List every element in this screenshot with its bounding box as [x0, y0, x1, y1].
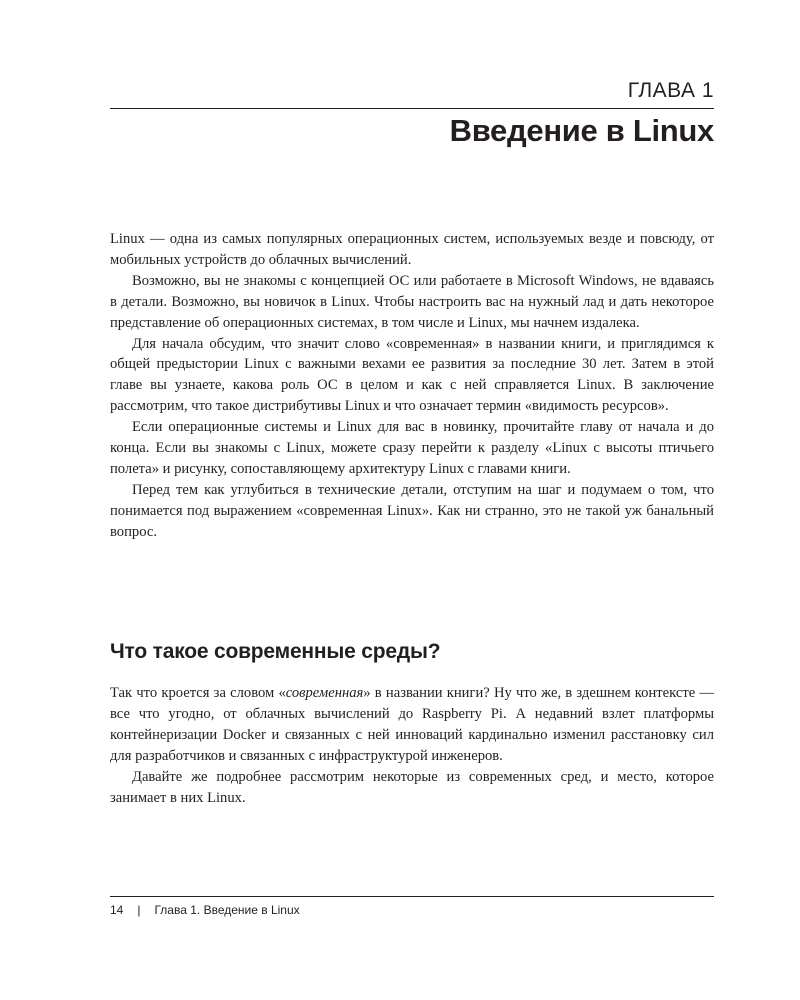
page-number: 14 — [110, 903, 124, 917]
paragraph-text: Так что кроется за словом « — [110, 685, 286, 701]
paragraph-text: » в названии книги? Ну что же, в здешнем контексте — все что угодно, от облачных вычислений до Raspberry Pi. А недавний взлет платформы контейнеризации Docker и связанных с ней инноваций кардинально изменил расстановку сил для разработчиков и связанных с инфраструктурой инженеров. — [110, 685, 714, 764]
paragraph: Linux — одна из самых популярных операционных систем, используемых везде и повсюду, от мобильных устройств до облачных вычислений. — [110, 231, 714, 268]
paragraph: Давайте же подробнее рассмотрим некоторые из современных сред, и место, которое занимает в них Linux. — [110, 768, 714, 806]
emphasis-text: современная — [285, 685, 364, 701]
paragraph: Возможно, вы не знакомы с концепцией ОС или работаете в Microsoft Windows, не вдаваясь в детали. Возможно, вы новичок в Linux. Чтобы настроить вас на нужный лад и дать некоторое представление об операционных системах, в том числе и Linux, мы начнем издалека. — [110, 272, 714, 331]
footer-rule — [110, 896, 714, 897]
chapter-label: ГЛАВА 1 — [627, 79, 714, 102]
intro-text — [110, 229, 714, 543]
paragraph: Если операционные системы и Linux для вас в новинку, прочитайте главу от начала и до конца. Если вы знакомы с Linux, можете сразу перейти к разделу «Linux с высоты птичьего полета» и рисунку, сопоставляющему архитектуру Linux с главами книги. — [110, 419, 714, 477]
page-footer — [110, 903, 300, 917]
section-text — [110, 683, 714, 808]
paragraph: Для начала обсудим, что значит слово «современная» в названии книги, и приглядимся к общей предыстории Linux с важными вехами ее развития за последние 30 лет. Затем в этой главе вы узнаете, какова роль ОС в целом и как с ней справляется Linux. В заключение рассмотрим, что такое дистрибутивы Linux и что означает термин «видимость ресурсов». — [110, 335, 714, 415]
paragraph — [110, 683, 714, 767]
paragraph: Перед тем как углубиться в технические детали, отступим на шаг и подумаем о том, что понимается под выражением «современная Linux». Как ни странно, это не такой уж банальный вопрос. — [110, 481, 714, 540]
section-heading: Что такое современные среды? — [110, 640, 441, 663]
footer-separator: | — [137, 903, 141, 917]
running-title: Глава 1. Введение в Linux — [154, 903, 300, 917]
chapter-title: Введение в Linux — [449, 113, 714, 148]
header-rule — [110, 108, 714, 109]
